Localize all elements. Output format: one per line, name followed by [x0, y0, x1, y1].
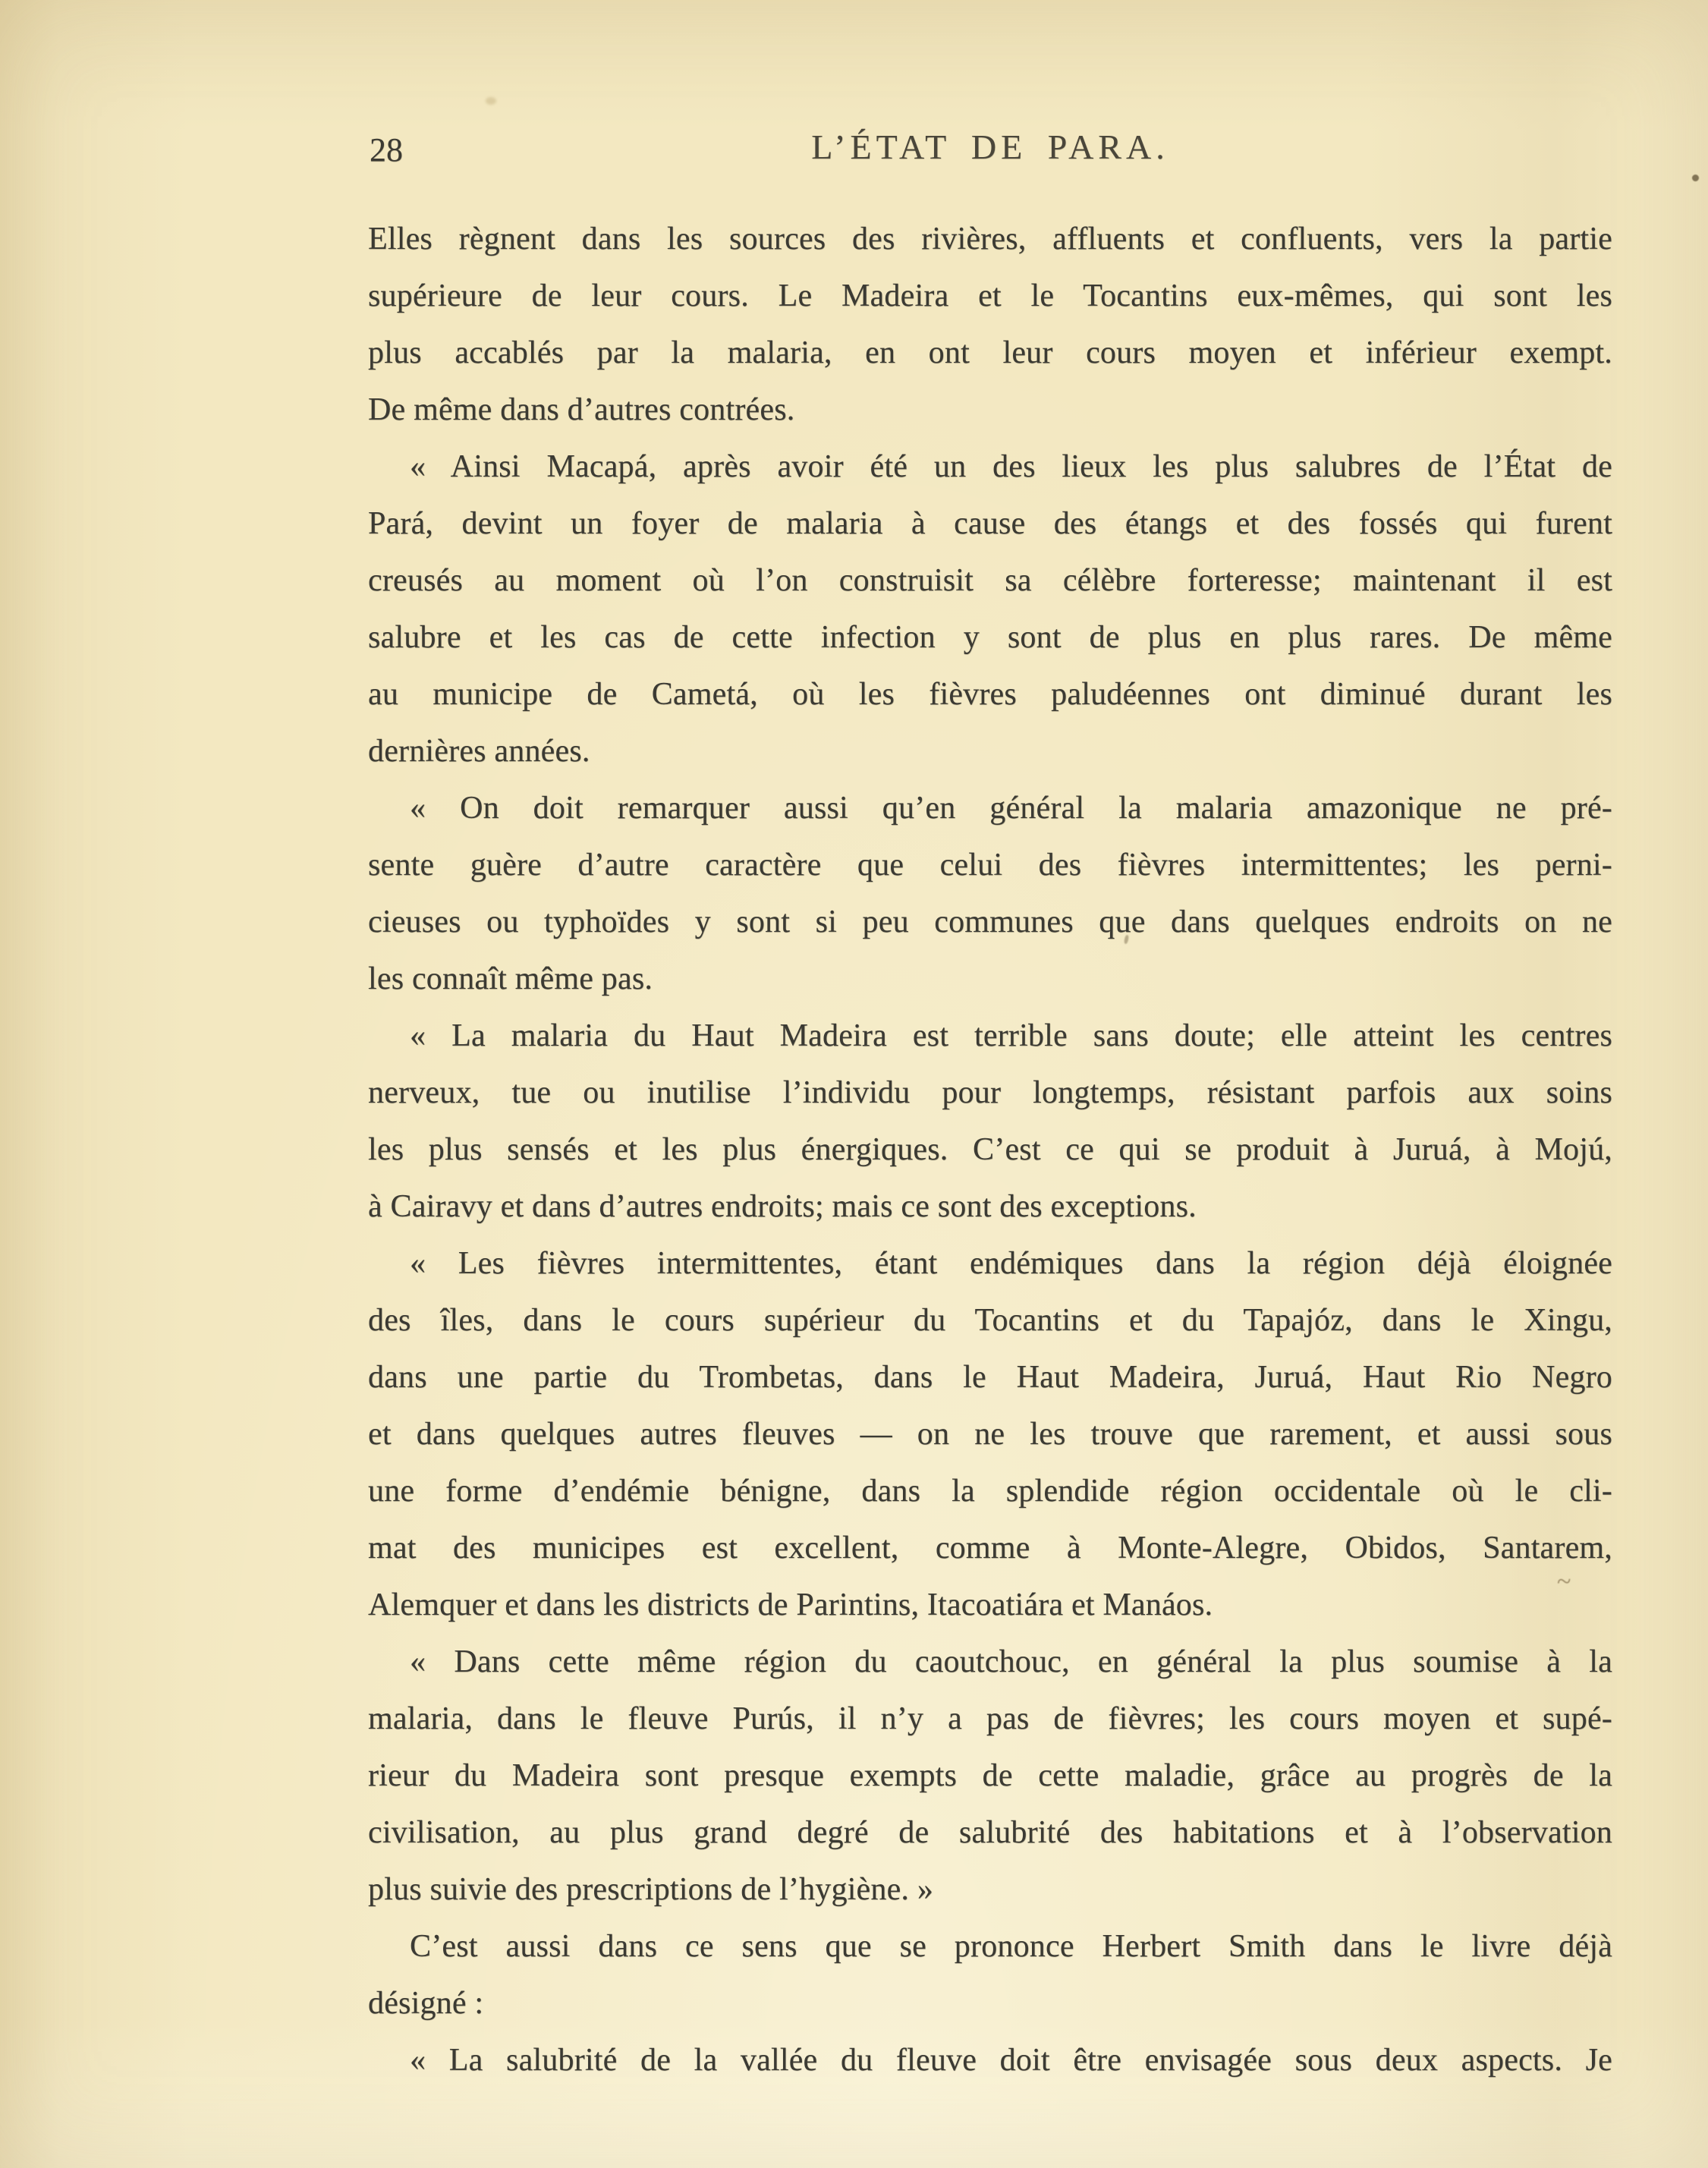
running-title: L’ÉTAT DE PARA. — [811, 127, 1169, 166]
text-line: une forme d’endémie bénigne, dans la splendide région occidentale où le cli- — [368, 1474, 1612, 1509]
running-header — [368, 127, 1612, 173]
text-line: creusés au moment où l’on construisit sa célèbre forteresse; maintenant il est — [368, 563, 1612, 598]
text-line: au municipe de Cametá, où les fièvres paludéennes ont diminué durant les — [368, 677, 1612, 712]
text-line: supérieure de leur cours. Le Madeira et le Tocantins eux-mêmes, qui sont les — [368, 278, 1612, 313]
text-line: dans une partie du Trombetas, dans le Haut Madeira, Juruá, Haut Rio Negro — [368, 1360, 1612, 1395]
text-line: « La salubrité de la vallée du fleuve doit être envisagée sous deux aspects. Je — [410, 2043, 1612, 2078]
text-line: salubre et les cas de cette infection y sont de plus en plus rares. De même — [368, 620, 1612, 655]
text-line: Alemquer et dans les districts de Parintins, Itacoatiára et Manáos. — [368, 1587, 1213, 1622]
foxing-speck: ~ — [1557, 1568, 1571, 1596]
text-line: De même dans d’autres contrées. — [368, 392, 795, 427]
text-line: désigné : — [368, 1986, 484, 2021]
text-line: les connaît même pas. — [368, 961, 653, 996]
text-line: C’est aussi dans ce sens que se prononce Herbert Smith dans le livre déjà — [410, 1929, 1612, 1964]
text-line: sente guère d’autre caractère que celui des fièvres intermittentes; les perni- — [368, 848, 1612, 883]
text-line: Elles règnent dans les sources des rivières, affluents et confluents, vers la partie — [368, 222, 1612, 256]
text-line: Pará, devint un foyer de malaria à cause des étangs et des fossés qui furent — [368, 506, 1612, 541]
text-line: « La malaria du Haut Madeira est terrible sans doute; elle atteint les centres — [410, 1018, 1612, 1053]
text-line: « On doit remarquer aussi qu’en général la malaria amazonique ne pré- — [410, 791, 1612, 826]
text-line: les plus sensés et les plus énergiques. C’est ce qui se produit à Juruá, à Mojú, — [368, 1132, 1612, 1167]
text-line: cieuses ou typhoïdes y sont si peu communes que dans quelques endroits on ne — [368, 905, 1612, 939]
page-number: 28 — [370, 131, 403, 168]
foxing-speck — [1692, 175, 1699, 181]
text-line: des îles, dans le cours supérieur du Tocantins et du Tapajóz, dans le Xingu, — [368, 1303, 1612, 1338]
text-line: malaria, dans le fleuve Purús, il n’y a pas de fièvres; les cours moyen et supé- — [368, 1701, 1612, 1736]
text-line: rieur du Madeira sont presque exempts de cette maladie, grâce au progrès de la — [368, 1758, 1612, 1793]
text-line: « Dans cette même région du caoutchouc, en général la plus soumise à la — [410, 1644, 1612, 1679]
text-line: civilisation, au plus grand degré de salubrité des habitations et à l’observation — [368, 1815, 1612, 1850]
text-line: et dans quelques autres fleuves — on ne les trouve que rarement, et aussi sous — [368, 1417, 1612, 1452]
text-line: « Ainsi Macapá, après avoir été un des lieux les plus salubres de l’État de — [410, 449, 1612, 484]
text-line: plus accablés par la malaria, en ont leur cours moyen et inférieur exempt. — [368, 335, 1612, 370]
text-line: nerveux, tue ou inutilise l’individu pour longtemps, résistant parfois aux soins — [368, 1075, 1612, 1110]
foxing-speck — [486, 97, 496, 105]
text-line: mat des municipes est excellent, comme à Monte-Alegre, Obidos, Santarem, — [368, 1531, 1612, 1565]
text-line: à Cairavy et dans d’autres endroits; mais ce sont des exceptions. — [368, 1189, 1197, 1224]
text-line: dernières années. — [368, 734, 590, 769]
text-line: plus suivie des prescriptions de l’hygiène. » — [368, 1872, 934, 1907]
text-column — [368, 211, 1612, 2089]
text-line: « Les fièvres intermittentes, étant endémiques dans la région déjà éloignée — [410, 1246, 1612, 1281]
